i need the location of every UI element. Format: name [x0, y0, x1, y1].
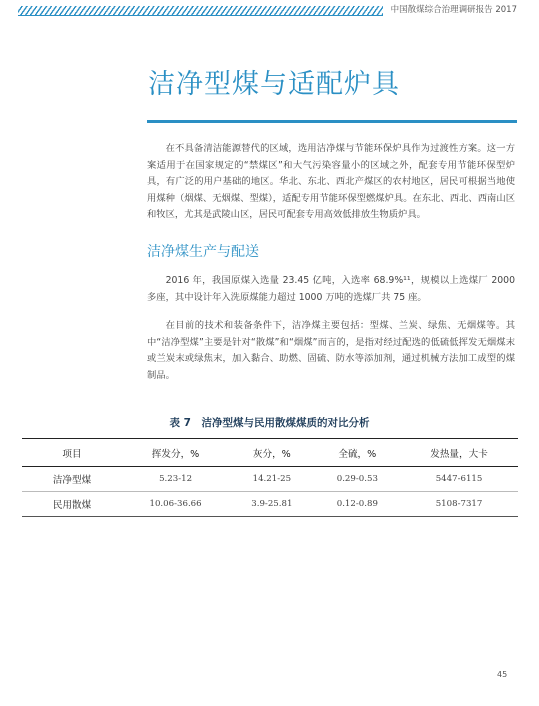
table-cell: 10.06-36.66 [122, 492, 229, 517]
section-paragraph-1: 2016 年，我国原煤入选量 23.45 亿吨，入选率 68.9%¹¹，规模以上选煤厂 2000 多座，其中设计年入洗原煤能力超过 1000 万吨的选煤厂共 75 座。 [147, 275, 515, 303]
column-header: 项目 [22, 439, 122, 467]
column-header: 挥发分，% [122, 439, 229, 467]
table-cell: 0.29-0.53 [315, 467, 400, 492]
table-row [22, 467, 518, 492]
page-title: 洁净型煤与适配炉具 [148, 69, 400, 100]
page-number: 45 [497, 670, 508, 679]
table-row [22, 492, 518, 517]
title-divider [147, 120, 517, 123]
table-cell: 5.23-12 [122, 467, 229, 492]
column-header: 灰分，% [229, 439, 314, 467]
intro-paragraph: 在不具备清洁能源替代的区域，选用洁净煤与节能环保炉具作为过渡性方案。这一方案适用于在国家规定的“禁煤区”和大气污染容量小的区域之外，配套专用节能环保型炉具，有广泛的用户基础的地区。华北、东北、西北产煤区的农村地区，居民可根据当地使用煤种（烟煤、无烟煤、型煤），适配专用节能环保型燃煤炉具。在东北、西北、西南山区和牧区，尤其是武陵山区，居民可配套专用高效低排放生物质炉具。 [147, 143, 515, 221]
header-hatch-decoration [18, 6, 383, 16]
table-cell: 民用散煤 [22, 492, 122, 517]
column-header: 全硫，% [315, 439, 400, 467]
table-caption: 表 7 洁净型煤与民用散煤煤质的对比分析 [169, 417, 370, 429]
table-cell: 0.12-0.89 [315, 492, 400, 517]
column-header: 发热量，大卡 [400, 439, 518, 467]
report-title: 中国散煤综合治理调研报告 2017 [390, 5, 517, 15]
table-cell: 14.21-25 [229, 467, 314, 492]
table-cell: 5108-7317 [400, 492, 518, 517]
table-cell: 5447-6115 [400, 467, 518, 492]
table-cell: 3.9-25.81 [229, 492, 314, 517]
table-header-row [22, 439, 518, 467]
section-heading: 洁净煤生产与配送 [147, 244, 259, 260]
section-paragraph-2: 在目前的技术和装备条件下，洁净煤主要包括：型煤、兰炭、绿焦、无烟煤等。其中“洁净型煤”主要是针对“散煤”和“烟煤”而言的，是指对经过配选的低硫低挥发无烟煤末或兰炭末或绿焦末，加入黏合、助燃、固硫、防水等添加剂，通过机械方法加工成型的煤制品。 [147, 320, 515, 381]
table-cell: 洁净型煤 [22, 467, 122, 492]
coal-quality-table [22, 438, 518, 517]
